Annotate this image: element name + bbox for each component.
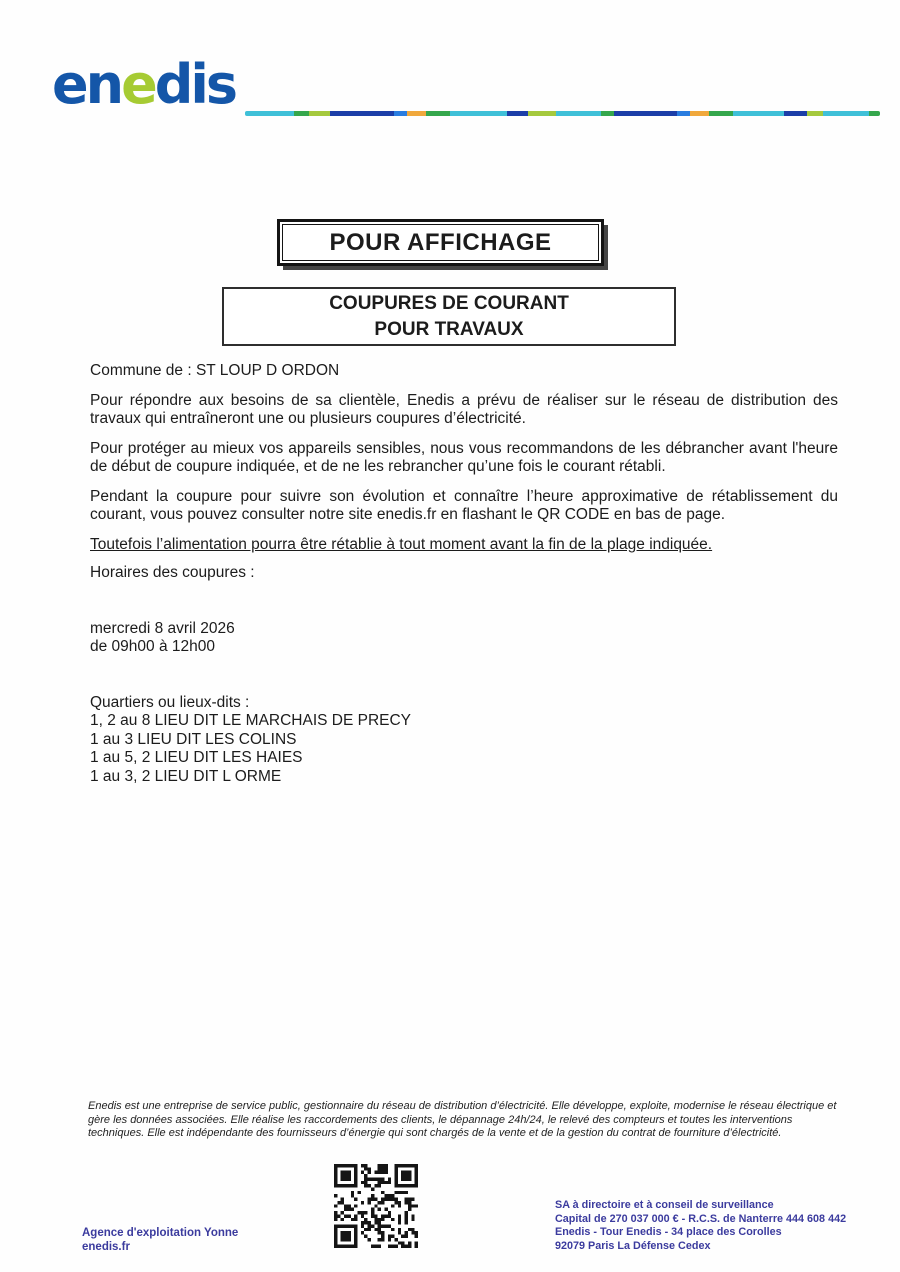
affichage-banner (277, 219, 604, 266)
agency-block (82, 1226, 238, 1254)
company-info-line: SA à directoire et à conseil de surveillance (555, 1199, 774, 1211)
paragraph-appareils: Pour protéger au mieux vos appareils sensibles, nous vous recommandons de les débrancher avant l'heure de début de coupure indiquée, et de ne les rebrancher qu’une fois le courant rétabli. (90, 439, 838, 475)
notice-retablissement: Toutefois l’alimentation pourra être rétablie à tout moment avant la fin de la plage indiquée. (90, 535, 713, 553)
company-info (555, 1199, 846, 1253)
footer-about-text: Enedis est une entreprise de service public, gestionnaire du réseau de distribution d’électricité. Elle développe, exploite, modernise le réseau électrique et gère les données associées. Elle réalise les raccordements des clients, le dépannage 24h/24, le relevé des compteurs et toutes les interventions techniques. Elle est indépendante des fournisseurs d’énergie qui sont chargés de la vente et de la gestion du contrat de fourniture d’électricité. (88, 1100, 837, 1140)
affichage-title: POUR AFFICHAGE (329, 228, 552, 256)
location-item: 1 au 3, 2 LIEU DIT L ORME (90, 767, 282, 785)
logo-text-blue-left: en (52, 53, 122, 116)
outage-schedule (90, 620, 838, 657)
logo-text-green-e: e (121, 53, 155, 116)
location-item: 1, 2 au 8 LIEU DIT LE MARCHAIS DE PRECY (90, 712, 412, 729)
location-item: 1 au 3 LIEU DIT LES COLINS (90, 730, 297, 748)
agency-website: enedis.fr (82, 1241, 130, 1253)
enedis-logo (52, 53, 236, 116)
paragraph-qr-info: Pendant la coupure pour suivre son évolution et connaître l’heure approximative de rétablissement du courant, vous pouvez consulter notre site enedis.fr en flashant le QR CODE en bas de page. (90, 487, 838, 523)
coupures-title-line1: COUPURES DE COURANT (329, 292, 569, 314)
qr-code (334, 1164, 418, 1248)
company-info-line: 92079 Paris La Défense Cedex (555, 1239, 711, 1252)
quartiers-label: Quartiers ou lieux-dits : (90, 693, 250, 711)
agency-name: Agence d'exploitation Yonne (82, 1227, 239, 1239)
location-item: 1 au 5, 2 LIEU DIT LES HAIES (90, 749, 303, 766)
notice-body (90, 362, 838, 786)
commune-line: Commune de : ST LOUP D ORDON (90, 362, 340, 379)
paragraph-travaux: Pour répondre aux besoins de sa clientèle, Enedis a prévu de réaliser sur le réseau de distribution des travaux qui entraîneront une ou plusieurs coupures d’électricité. (90, 391, 838, 427)
brand-divider-line (245, 111, 880, 116)
company-info-line: Enedis - Tour Enedis - 34 place des Corolles (555, 1226, 782, 1238)
company-info-line: Capital de 270 037 000 € - R.C.S. de Nanterre 444 608 442 (555, 1212, 847, 1225)
outage-date: mercredi 8 avril 2026 (90, 619, 235, 637)
locations-block (90, 694, 838, 787)
outage-hours: de 09h00 à 12h00 (90, 638, 215, 655)
coupures-banner (222, 287, 676, 346)
horaires-label: Horaires des coupures : (90, 564, 255, 581)
logo-text-blue-right: dis (154, 53, 236, 116)
coupures-title-line2: POUR TRAVAUX (374, 318, 524, 340)
